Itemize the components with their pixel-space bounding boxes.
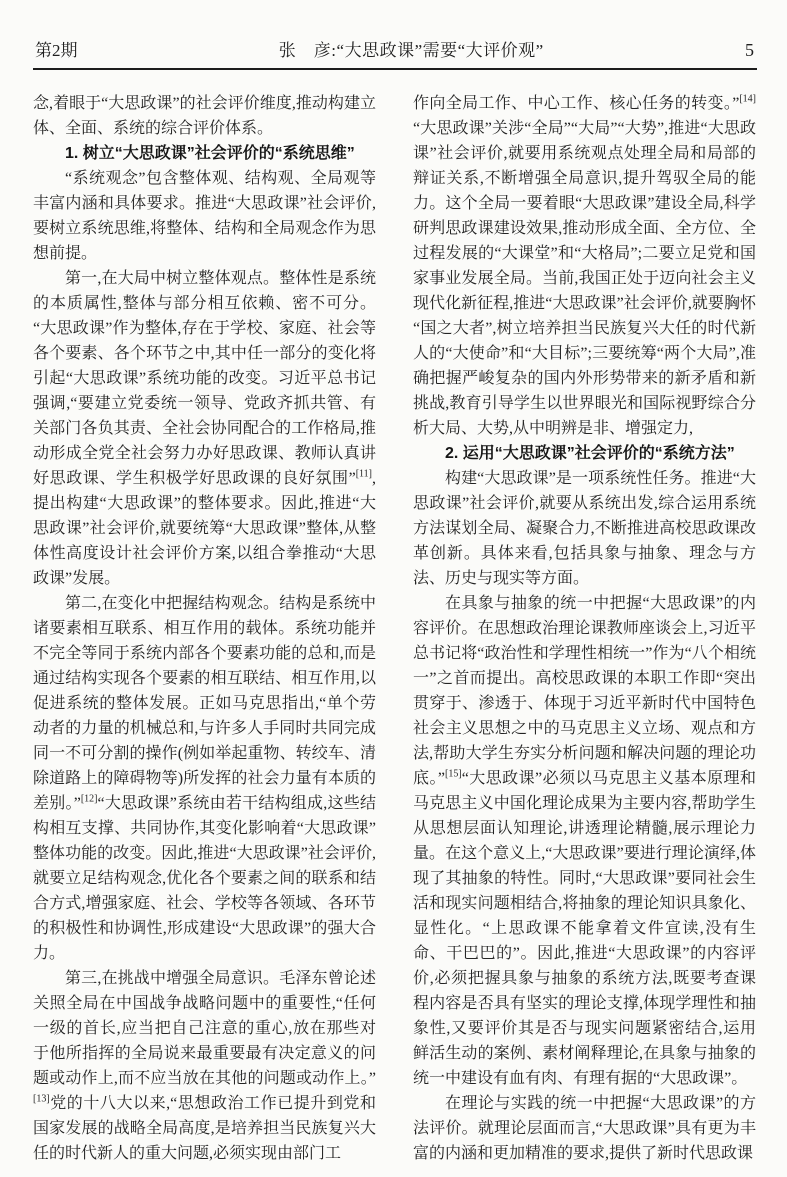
header-rule	[33, 68, 757, 70]
citation-ref: [11]	[355, 468, 372, 480]
paragraph: 第一,在大局中树立整体观点。整体性是系统的本质属性,整体与部分相互依赖、密不可分。“大思政课”作为整体,存在于学校、家庭、社会等各个要素、各个环节之中,其中任一部分的变化将引起“大思政课”系统功能的改变。习近平总书记强调,“要建立党委统一领导、党政齐抓共管、有关部门各负其责、全社会协同配合的工作格局,推动形成全党全社会努力办好思政课、教师认真讲好思政课、学生积极学好思政课的良好氛围”[11],提出构建“大思政课”的整体要求。因此,推进“大思政课”社会评价,就要统筹“大思政课”整体,从整体性高度设计社会评价方案,以组合拳推动“大思政课”发展。	[33, 270, 376, 587]
paragraph: 第二,在变化中把握结构观念。结构是系统中诸要素相互联系、相互作用的载体。系统功能并不完全等同于系统内部各个要素功能的总和,而是通过结构实现各个要素的相互联结、相互作用,以促进系统的整体发展。正如马克思指出,“单个劳动者的力量的机械总和,与许多人手同时共同完成同一不可分割的操作(例如举起重物、转绞车、清除道路上的障碍物等)所发挥的社会力量有本质的差别。”[12]“大思政课”系统由若干结构组成,这些结构相互支撑、共同协作,其变化影响着“大思政课”整体功能的改变。因此,推进“大思政课”社会评价,就要立足结构观念,优化各个要素之间的联系和结合方式,增强家庭、社会、学校等各领域、各环节的积极性和协调性,形成建设“大思政课”的强大合力。	[33, 595, 376, 962]
page-body	[33, 91, 757, 1166]
paragraph-continuation: 念,着眼于“大思政课”的社会评价维度,推动构建立体、全面、系统的综合评价体系。	[33, 95, 376, 137]
citation-ref: [15]	[445, 768, 462, 780]
paragraph: 构建“大思政课”是一项系统性任务。推进“大思政课”社会评价,就要从系统出发,综合运用系统方法谋划全局、凝聚合力,不断推进高校思政课改革创新。具体来看,包括具象与抽象、理念与方法、历史与现实等方面。	[413, 470, 756, 587]
section-heading-2: 2. 运用“大思政课”社会评价的“系统方法”	[445, 445, 735, 462]
page-number: 5	[745, 40, 754, 60]
paragraph-continuation: 作向全局工作、中心工作、核心任务的转变。”[14]“大思政课”关涉“全局”“大局”“大势”,推进“大思政课”社会评价,就要用系统观点处理全局和局部的辩证关系,不断增强全局意识,提升驾驭全局的能力。这个全局一要着眼“大思政课”建设全局,科学研判思政课建设效果,推动形成全面、全方位、全过程发展的“大课堂”和“大格局”;二要立足党和国家事业发展全局。当前,我国正处于迈向社会主义现代化新征程,推进“大思政课”社会评价,就要胸怀“国之大者”,树立培养担当民族复兴大任的时代新人的“大使命”和“大目标”;三要统筹“两个大局”,准确把握严峻复杂的国内外形势带来的新矛盾和新挑战,教育引导学生以世界眼光和国际视野综合分析大局、大势,从中明辨是非、增强定力,	[413, 93, 756, 437]
paragraph: “系统观念”包含整体观、结构观、全局观等丰富内涵和具体要求。推进“大思政课”社会评价,要树立系统思维,将整体、结构和全局观念作为思想前提。	[33, 170, 376, 262]
paragraph: 第三,在挑战中增强全局意识。毛泽东曾论述关照全局在中国战争战略问题中的重要性,“任何一级的首长,应当把自己注意的重心,放在那些对于他所指挥的全局说来最重要最有决定意义的问题或动作上,而不应当放在其他的问题或动作上。”[13]党的十八大以来,“思想政治工作已提升到党和国家发展的战略全局高度,是培养担当民族复兴大任的时代新人的重大问题,必须实现由部门工	[33, 970, 376, 1162]
paragraph: 在具象与抽象的统一中把握“大思政课”的内容评价。在思想政治理论课教师座谈会上,习近平总书记将“政治性和学理性相统一”作为“八个相统一”之首而提出。高校思政课的本职工作即“突出贯穿于、渗透于、体现于习近平新时代中国特色社会主义思想之中的马克思主义立场、观点和方法,帮助大学生夯实分析问题和解决问题的理论功底。”[15]“大思政课”必须以马克思主义基本原理和马克思主义中国化理论成果为主要内容,帮助学生从思想层面认知理论,讲透理论精髓,展示理论力量。在这个意义上,“大思政课”要进行理论演绎,体现了其抽象的特性。同时,“大思政课”要同社会生活和现实问题相结合,将抽象的理论知识具象化、显性化。“上思政课不能拿着文件宣读,没有生命、干巴巴的”。因此,推进“大思政课”的内容评价,必须把握具象与抽象的系统方法,既要考查课程内容是否具有坚实的理论支撑,体现学理性和抽象性,又要评价其是否与现实问题紧密结合,运用鲜活生动的案例、素材阐释理论,在具象与抽象的统一中建设有血有肉、有理有据的“大思政课”。	[413, 595, 756, 1087]
issue-label: 第2期	[35, 41, 78, 60]
left-column	[33, 91, 376, 1166]
paragraph: 在理论与实践的统一中把握“大思政课”的方法评价。就理论层面而言,“大思政课”具有更为丰富的内涵和更加精准的要求,提供了新时代思政课	[413, 1095, 756, 1162]
citation-ref: [14]	[739, 93, 756, 105]
running-title: 张 彦:“大思政课”需要“大评价观”	[278, 41, 544, 60]
citation-ref: [13]	[33, 1093, 50, 1105]
page-header	[33, 36, 757, 61]
citation-ref: [12]	[80, 793, 98, 805]
section-heading-1: 1. 树立“大思政课”社会评价的“系统思维”	[65, 145, 355, 162]
right-column	[413, 91, 756, 1166]
